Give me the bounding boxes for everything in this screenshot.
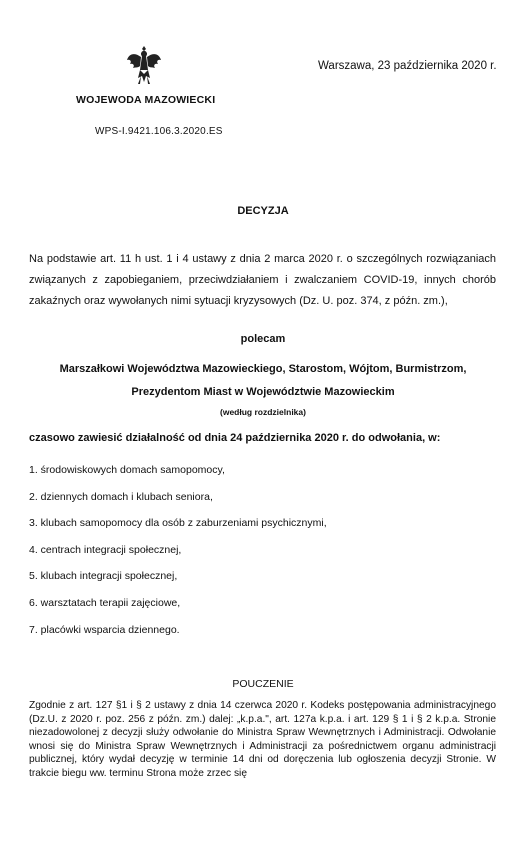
- list-item: 7. placówki wsparcia dziennego.: [29, 623, 180, 636]
- distribution-note: (według rozdzielnika): [220, 407, 306, 417]
- addressees: [40, 358, 486, 404]
- polish-eagle-emblem-icon: [126, 44, 162, 88]
- list-item: 4. centrach integracji społecznej,: [29, 543, 182, 556]
- date-line: Warszawa, 23 października 2020 r.: [318, 60, 497, 72]
- list-item: 2. dziennych domach i klubach seniora,: [29, 490, 213, 503]
- list-item: 5. klubach integracji społecznej,: [29, 570, 178, 583]
- decision-title: DECYZJA: [237, 205, 289, 217]
- pouczenie-title: POUCZENIE: [232, 678, 294, 690]
- list-item: 6. warsztatach terapii zajęciowe,: [29, 596, 181, 609]
- suspension-order: czasowo zawiesić działalność od dnia 24 października 2020 r. do odwołania, w:: [29, 432, 441, 444]
- legal-basis-paragraph: Na podstawie art. 11 h ust. 1 i 4 ustawy z dnia 2 marca 2020 r. o szczególnych rozwiązaniach związanych z zapobieganiem, przeciwdziałaniem i zwalczaniem COVID-19, innych chorób zakaźnych oraz wywołanych nimi sytuacji kryzysowych (Dz. U. poz. 374, z późn. zm.),: [29, 253, 496, 307]
- list-item: 1. środowiskowych domach samopomocy,: [29, 464, 225, 476]
- pouczenie-text: Zgodnie z art. 127 §1 i § 2 ustawy z dnia 14 czerwca 2020 r. Kodeks postępowania administracyjnego (Dz.U. z 2020 r. poz. 256 z późn. zm.) dalej: „k.p.a.", art. 127a k.p.a. i art. 129 § 1 i § 2 k.p.a. Stronie niezadowolonej z decyzji służy odwołanie do Ministra Spraw Wewnętrznych i Administracji. Odwołanie wnosi się do Ministra Spraw Wewnętrznych i Administracji za pośrednictwem organu administracji publicznej, który wydał decyzję w terminie 14 dni od doręczenia lub ogłoszenia decyzji Stronie. W trakcie biegu ww. terminu Strona może zrzec się: [29, 700, 496, 779]
- facilities-list: [29, 462, 499, 648]
- polecam-heading: polecam: [240, 333, 286, 345]
- reference-number: WPS-I.9421.106.3.2020.ES: [95, 126, 223, 137]
- addressees-line-2: Prezydentom Miast w Województwie Mazowieckim: [131, 386, 395, 398]
- list-item: 3. klubach samopomocy dla osób z zaburzeniami psychicznymi,: [29, 517, 327, 530]
- authority-name: WOJEWODA MAZOWIECKI: [76, 94, 216, 106]
- addressees-line-1: Marszałkowi Województwa Mazowieckiego, Starostom, Wójtom, Burmistrzom,: [59, 363, 467, 375]
